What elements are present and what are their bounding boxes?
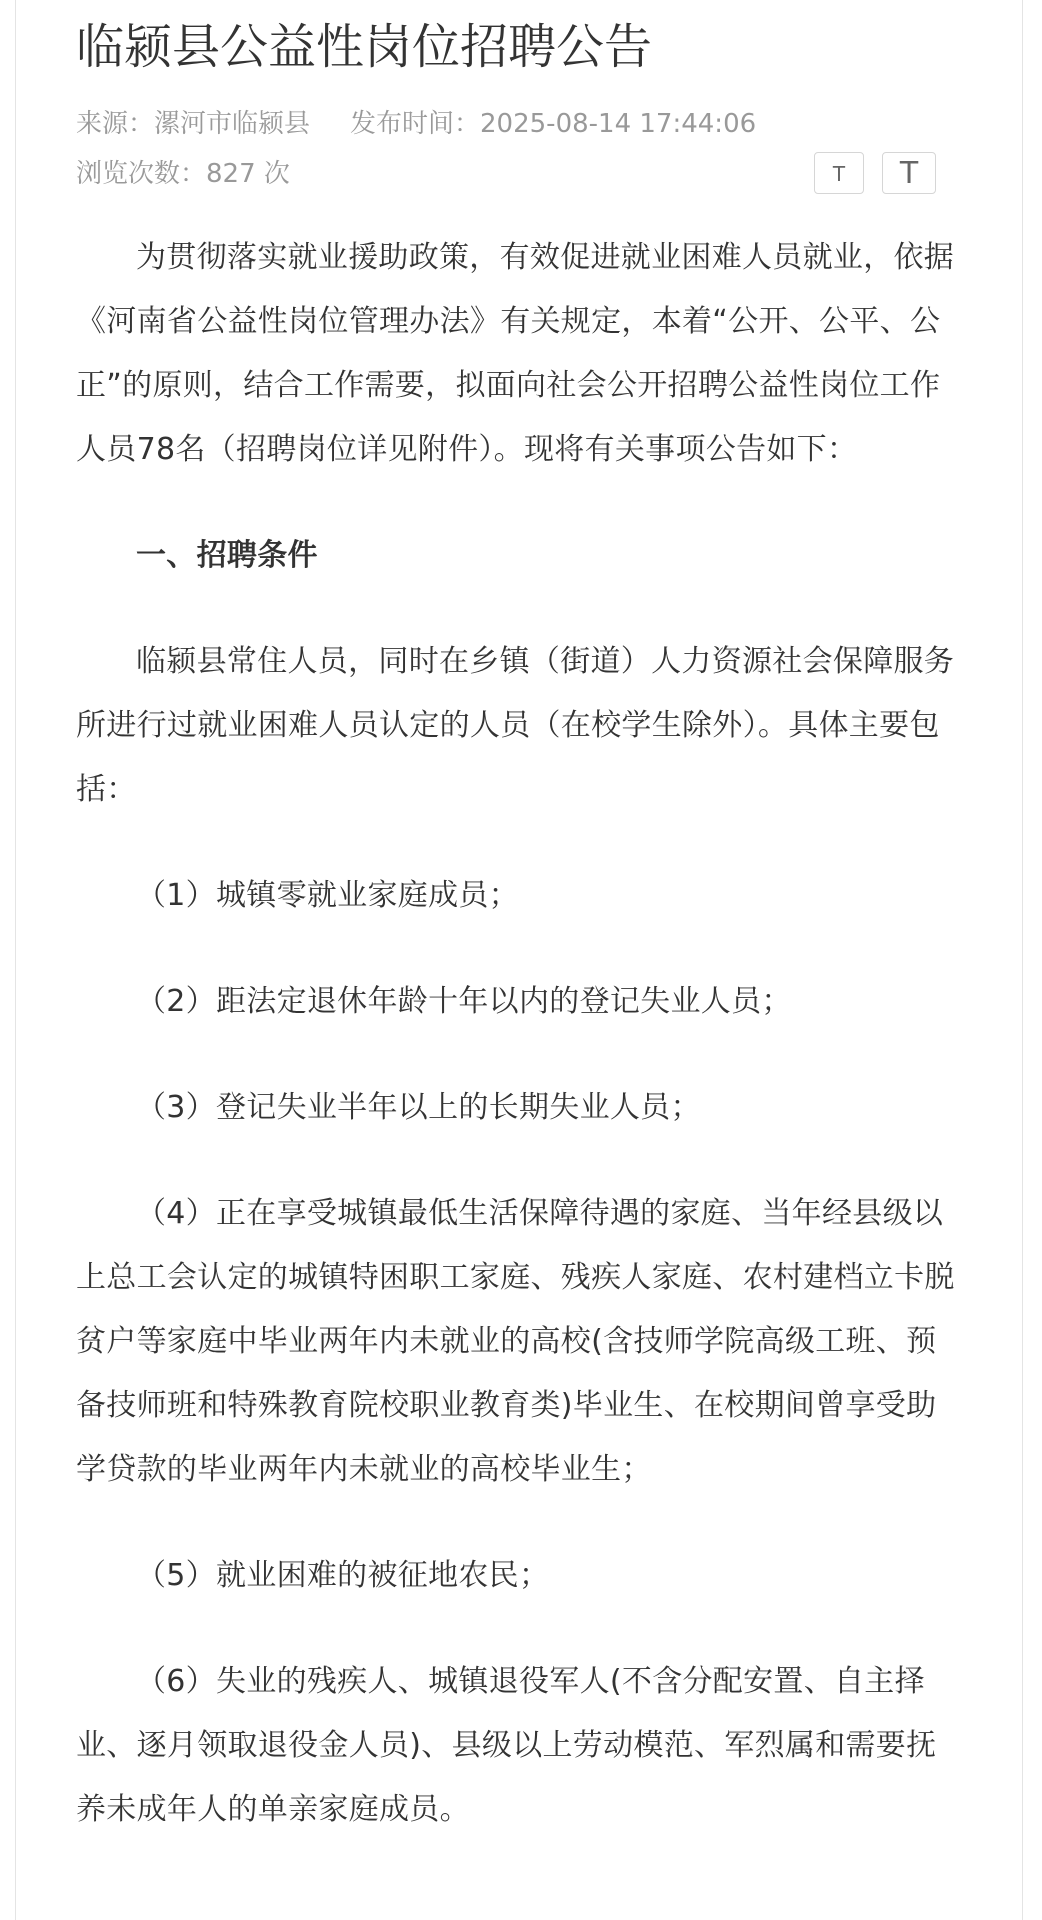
list-item: （6）失业的残疾人、城镇退役军人(不含分配安置、自主择业、逐月领取退役金人员)、县级以上劳动模范、军烈属和需要抚养未成年人的单亲家庭成员。 — [76, 1664, 937, 1827]
view-count: 浏览次数：827 次 — [76, 159, 290, 189]
list-item: （1）城镇零就业家庭成员； — [136, 878, 519, 913]
article-title: 临颍县公益性岗位招聘公告 — [76, 19, 653, 75]
list-item: （2）距法定退休年龄十年以内的登记失业人员； — [136, 984, 792, 1019]
meta-row — [76, 104, 756, 144]
intro-paragraph: 为贯彻落实就业援助政策，有效促进就业困难人员就业，依据《河南省公益性岗位管理办法》有关规定，本着“公开、公平、公正”的原则，结合工作需要，拟面向社会公开招聘公益性岗位工作人员78名（招聘岗位详见附件）。现将有关事项公告如下： — [76, 240, 955, 467]
eligibility-paragraph: 临颍县常住人员，同时在乡镇（街道）人力资源社会保障服务所进行过就业困难人员认定的人员（在校学生除外）。具体主要包括： — [76, 644, 955, 807]
list-item: （5）就业困难的被征地农民； — [136, 1558, 550, 1593]
publish-time: 发布时间：2025-08-14 17:44:06 — [350, 109, 757, 139]
list-item: （3）登记失业半年以上的长期失业人员； — [136, 1090, 701, 1125]
section-heading: 一、招聘条件 — [136, 538, 318, 573]
list-item: （4）正在享受城镇最低生活保障待遇的家庭、当年经县级以上总工会认定的城镇特困职工家庭、残疾人家庭、农村建档立卡脱贫户等家庭中毕业两年内未就业的高校(含技师学院高级工班、预备技师班和特殊教育院校职业教育类)毕业生、在校期间曾享受助学贷款的毕业两年内未就业的高校毕业生； — [76, 1196, 955, 1487]
font-size-large-button[interactable]: T — [882, 152, 936, 194]
source-label: 来源：漯河市临颍县 — [76, 109, 311, 139]
font-size-small-button[interactable]: T — [814, 152, 864, 194]
article-body — [76, 226, 966, 1884]
